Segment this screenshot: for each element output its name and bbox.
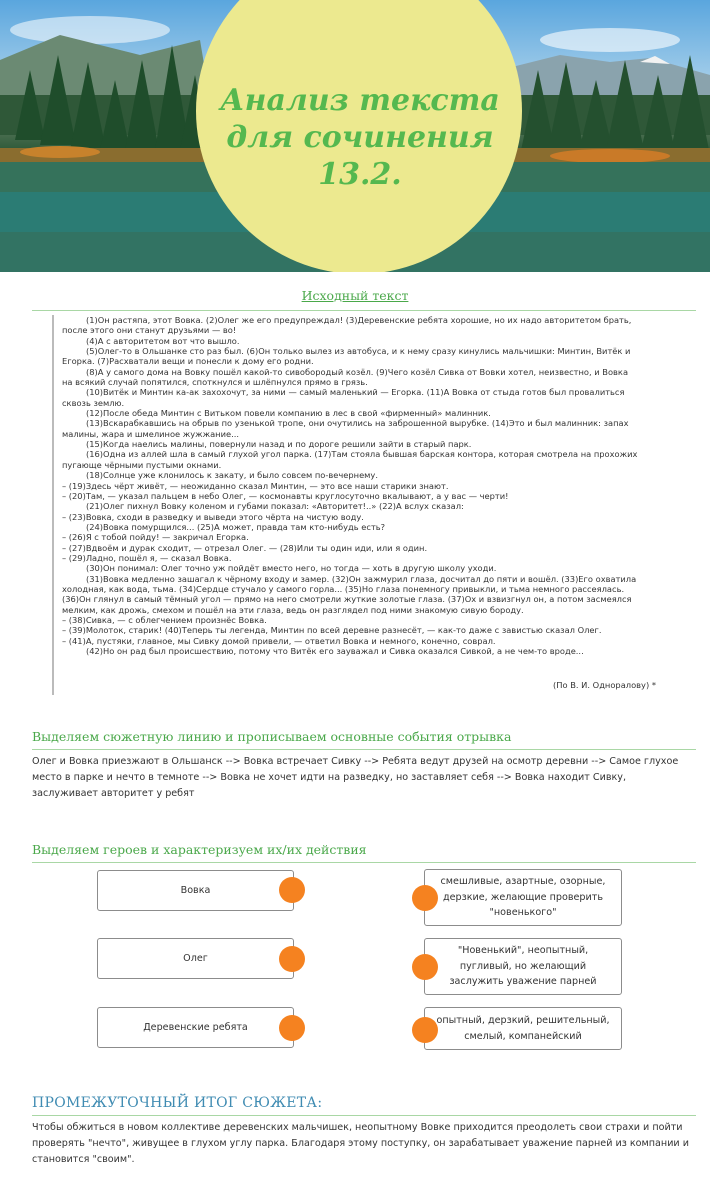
source-text-line: после этого они станут друзьями — во! <box>62 325 237 336</box>
source-text-line: – (27)Вдвоём и дурак сходит, — отрезал Олег. — (28)Или ты один иди, или я один. <box>62 542 428 553</box>
source-text-line: – (38)Сивка, — с облегчением произнёс Вовка. <box>62 614 267 625</box>
source-text-line: (18)Солнце уже клонилось к закату, и было совсем по-вечернему. <box>86 470 378 481</box>
hero-card-village-boys[interactable]: Деревенские ребята <box>97 1007 294 1048</box>
trait-card-3[interactable]: опытный, дерзкий, решительный, смелый, компанейский <box>424 1007 622 1050</box>
match-dot-right-1[interactable] <box>412 885 438 911</box>
source-text-line: (36)Он глянул в самый тёмный угол — прямо на него смотрели жуткие золотые глаза. (37)Ох и взвизгнул он, а потом засмеялся <box>62 594 632 605</box>
match-dot-left-3[interactable] <box>279 1015 305 1041</box>
source-text-line: (16)Одна из аллей шла в самый глухой угол парка. (17)Там стояла бывшая барская контора, которая смотрела на прохожих <box>86 449 638 460</box>
heroes-section-title: Выделяем героев и характеризуем их/их действия <box>32 842 367 857</box>
match-dot-right-2[interactable] <box>412 954 438 980</box>
trait-card-2[interactable]: "Новенький", неопытный, пугливый, но желающий заслужить уважение парней <box>424 938 622 995</box>
source-text-line: (5)Олег-то в Ольшанке сто раз был. (6)Он только вылез из автобуса, и к нему сразу кинулись мальчишки: Минтин, Витёк и <box>86 346 631 357</box>
source-text-line: – (29)Ладно, пошёл я, — сказал Вовка. <box>62 552 232 563</box>
content-card <box>14 272 696 1200</box>
trait-card-1[interactable]: смешливые, азартные, озорные, дерзкие, желающие проверить "новенького" <box>424 869 622 926</box>
source-text-line: на всякий случай попятился, споткнулся и шлёпнулся прямо в грязь. <box>62 377 368 388</box>
source-text-line: (13)Вскарабкавшись на обрыв по узенькой тропе, они очутились на заброшенной вырубке. (14)Это и был малинник: запах <box>86 418 629 429</box>
source-text-line: (8)А у самого дома на Вовку пошёл какой-то сивобородый козёл. (9)Чего козёл Сивка от Вовки хотел, неизвестно, и Вовка <box>86 366 629 377</box>
source-text-line: пугающе чёрными пустыми окнами. <box>62 459 222 470</box>
source-text-line: (21)Олег пихнул Вовку коленом и губами показал: «Авторитет!..» (22)А вслух сказал: <box>86 501 464 512</box>
source-text-line: малины, жара и шмелиное жужжание... <box>62 428 240 439</box>
source-text-line: (10)Витёк и Минтин ка-ак захохочут, за ними — самый маленький — Егорка. (11)А Вовка от стыда готов был провалиться <box>86 387 625 398</box>
page-title: Анализ текста для сочинения 13.2. <box>220 83 500 192</box>
hero-card-vovka[interactable]: Вовка <box>97 870 294 911</box>
source-text-line: – (20)Там, — указал пальцем в небо Олег, — космонавты круглосуточно вкалывают, а у вас — черти! <box>62 490 509 501</box>
divider <box>32 1115 696 1116</box>
hero-card-oleg[interactable]: Олег <box>97 938 294 979</box>
source-text-line: Егорка. (7)Расхватали вещи и понесли к дому его родни. <box>62 356 314 367</box>
source-text-line: (1)Он растяпа, этот Вовка. (2)Олег же его предупреждал! (3)Деревенские ребята хорошие, но их надо авторитетом брать, <box>86 315 632 325</box>
summary-title: ПРОМЕЖУТОЧНЫЙ ИТОГ СЮЖЕТА: <box>32 1095 323 1111</box>
source-text-line: – (41)А, пустяки, главное, мы Сивку домой привели, — ответил Вовка и немного, конечно, соврал. <box>62 635 496 646</box>
source-text-line: (4)А с авторитетом вот что вышло. <box>86 335 240 346</box>
source-text-line: (31)Вовка медленно зашагал к чёрному входу и замер. (32)Он зажмурил глаза, досчитал до пяти и вошёл. (33)Его охватила <box>86 573 637 584</box>
source-text-line: (30)Он понимал: Олег точно уж пойдёт вместо него, но тогда — хоть в другую школу уходи. <box>86 563 497 574</box>
source-text-title: Исходный текст <box>301 288 409 303</box>
match-dot-left-2[interactable] <box>279 946 305 972</box>
source-text-line: (24)Вовка помурщился... (25)А может, правда там кто-нибудь есть? <box>86 521 386 532</box>
source-author: (По В. И. Одноралову) * <box>553 680 656 690</box>
match-dot-right-3[interactable] <box>412 1017 438 1043</box>
match-dot-left-1[interactable] <box>279 877 305 903</box>
plot-text: Олег и Вовка приезжают в Ольшанск --> Вовка встречает Сивку --> Ребята ведут друзей на осмотр деревни --> Самое глухое место в парке и нечто в темноте --> Вовка не хочет идти на разведку, но заставляет себя --> Вовка находит Сивку, заслуживает авторитет у ребят <box>32 756 679 799</box>
source-text-line: холодная, как вода, тьма. (34)Сердце стучало у самого горла... (35)Но глаза понемногу привыкли, и тьма немного рассеялась. <box>62 583 625 594</box>
source-text-line: – (39)Молоток, старик! (40)Теперь ты легенда, Минтин по всей деревне разнесёт, — как-то даже с завистью сказал Олег. <box>62 625 602 636</box>
divider <box>32 310 696 311</box>
source-text-line: (12)После обеда Минтин с Витьком повели компанию в лес в свой «фирменный» малинник. <box>86 408 491 419</box>
source-text-line: – (19)Здесь чёрт живёт, — неожиданно сказал Минтин, — это все наши старики знают. <box>62 480 449 491</box>
source-text-line: (15)Когда наелись малины, повернули назад и по дороге решили зайти в старый парк. <box>86 439 472 450</box>
source-text-line: – (26)Я с тобой пойду! — закричал Егорка. <box>62 532 249 543</box>
divider <box>32 862 696 863</box>
source-text-line: – (23)Вовка, сходи в разведку и выведи этого чёрта на чистую воду. <box>62 511 364 522</box>
hero-banner <box>0 0 710 272</box>
source-text-line: (42)Но он рад был происшествию, потому что Витёк его зауважал и Сивка оказался Сивкой, а не чем-то вроде... <box>86 646 584 656</box>
source-text-line: сквозь землю. <box>62 397 125 408</box>
summary-text: Чтобы обжиться в новом коллективе деревенских мальчишек, неопытному Вовке приходится преодолеть свои страхи и пойти проверять "нечто", живущее в глухом углу парка. Благодаря этому поступку, он зарабатывает уважение парней из компании и становится "своим". <box>32 1122 689 1165</box>
divider <box>32 749 696 750</box>
source-text-line: мелким, как дрожь, смехом и пошёл на эти глаза, ведь он разглядел под ними знакомую сивую бороду. <box>62 604 524 615</box>
source-text-block <box>52 315 664 695</box>
plot-section-title: Выделяем сюжетную линию и прописываем основные события отрывка <box>32 729 512 744</box>
